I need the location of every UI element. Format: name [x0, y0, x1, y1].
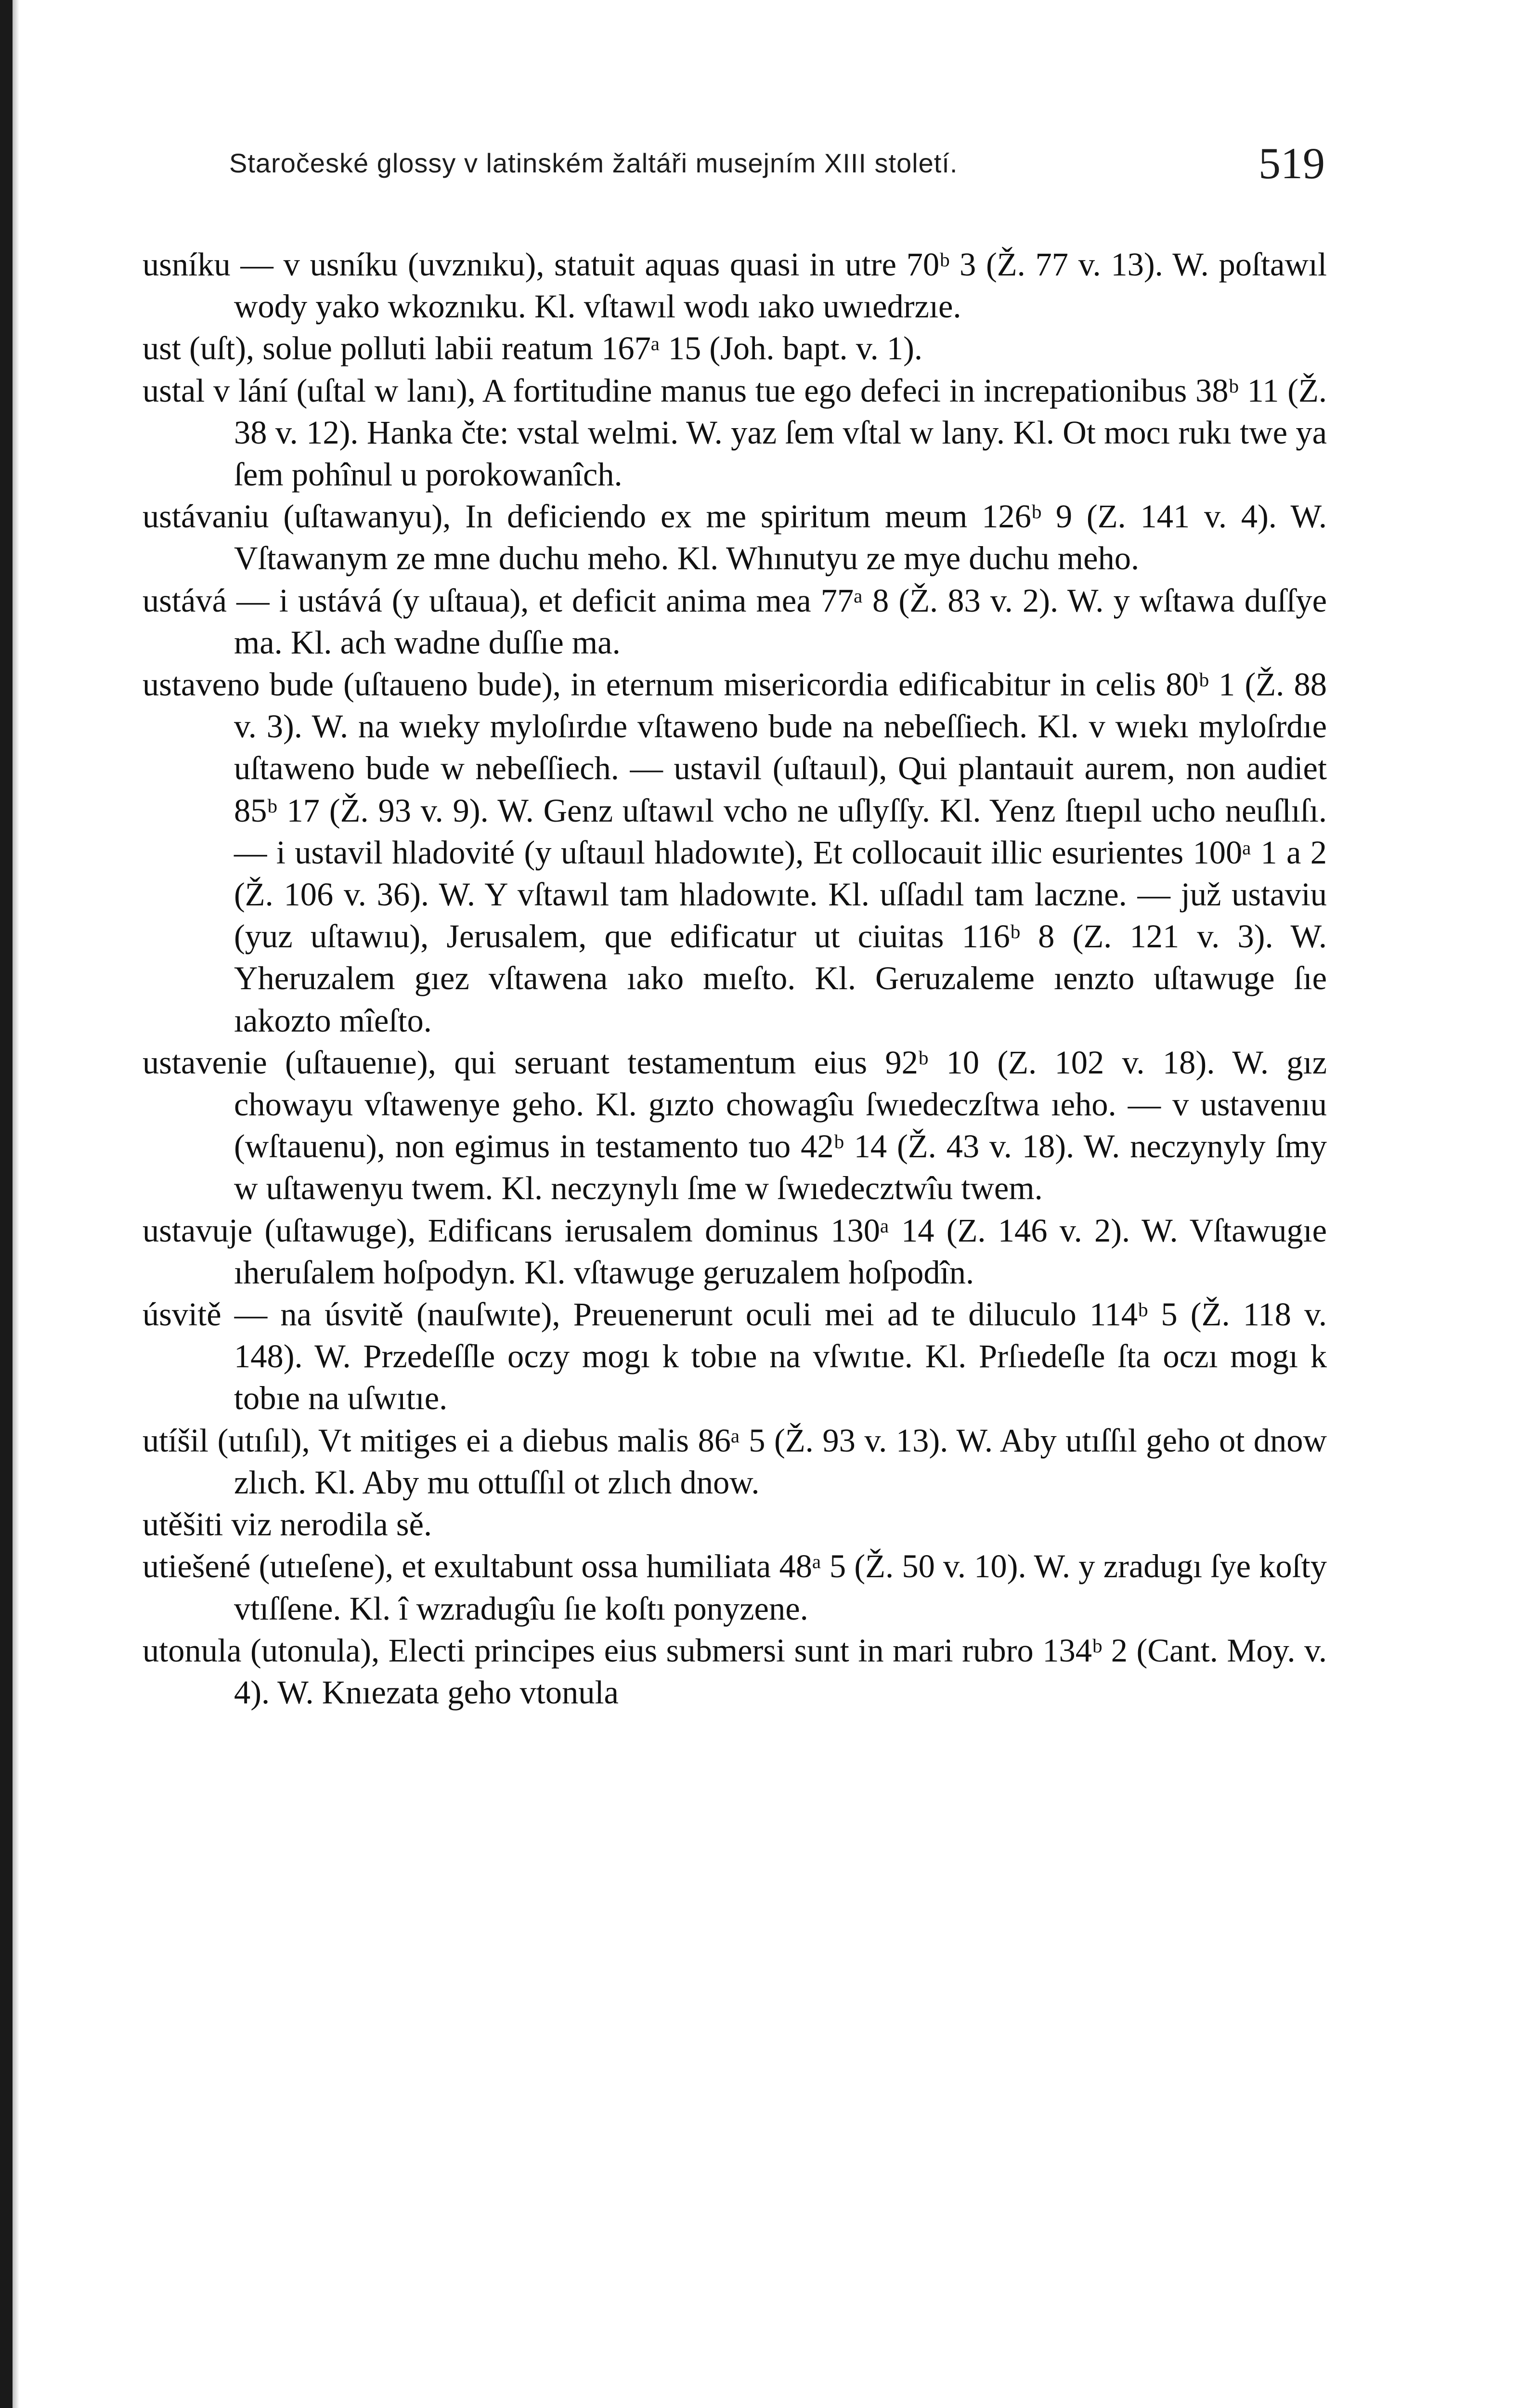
entry-ust: ust (uſt), solue polluti labii reatum 167ᵃ 15 (Joh. bapt. v. 1). — [143, 330, 923, 367]
entry-ustaveno-bude: ustaveno bude (uſtaueno bude), in eternum misericordia edificabitur in celis 80ᵇ 1 (Ž. 88 v. 3). W. na wıeky myloſırdıe vſtaweno bude na nebeſſiech. Kl. v wıekı myloſrdıe uſtaweno bude w nebeſſiech. — ustavil (uſtauıl), Qui plantauit aurem, non audiet 85ᵇ 17 (Ž. 93 v. 9). W. Genz uſtawıl vcho ne uſlyſſy. Kl. Yenz ſtıepıl ucho neuſlıſı. — i ustavil hladovité (y uſtauıl hladowıte), Et collocauit illic esurientes 100ᵃ 1 a 2 (Ž. 106 v. 36). W. Y vſtawıl tam hladowıte. Kl. uſſadıl tam laczne. — juž ustaviu (yuz uſtawıu), Jerusalem, que edificatur ut ciuitas 116ᵇ 8 (Z. 121 v. 3). W. Yheruzalem gıez vſtawena ıako mıeſto. Kl. Geruzaleme ıenzto uſtawuge ſıe ıakozto mîeſto. — [143, 666, 1327, 1039]
entry-usniku: usníku — v usníku (uvznıku), statuit aquas quasi in utre 70ᵇ 3 (Ž. 77 v. 13). W. poſtawıl wody yako wkoznıku. Kl. vſtawıl wodı ıako uwıedrzıe. — [143, 246, 1327, 325]
running-title: Staročeské glossy v latinském žaltáři musejním XIII století. — [229, 148, 958, 178]
entry-ustavuje: ustavuje (uſtawuge), Edificans ierusalem dominus 130ᵃ 14 (Z. 146 v. 2). W. Vſtawugıe ıheruſalem hoſpodyn. Kl. vſtawuge geruzalem hoſpodîn. — [143, 1212, 1327, 1291]
entry-ustava: ustává — i ustává (y uſtaua), et deficit anima mea 77ᵃ 8 (Ž. 83 v. 2). W. y wſtawa duſſye ma. Kl. ach wadne duſſıe ma. — [143, 582, 1327, 661]
page-header — [229, 138, 1325, 200]
glossary-entries — [143, 244, 1327, 1714]
entry-ustavaniu: ustávaniu (uſtawanyu), In deficiendo ex me spiritum meum 126ᵇ 9 (Z. 141 v. 4). W. Vſtawanym ze mne duchu meho. Kl. Whınutyu ze mye duchu meho. — [143, 498, 1327, 577]
page-number: 519 — [1259, 139, 1325, 188]
entry-utesiti: utěšiti viz nerodila sě. — [143, 1506, 432, 1543]
page-edge-shadow — [13, 0, 19, 2408]
entry-utonula: utonula (utonula), Electi principes eius submersi sunt in mari rubro 134ᵇ 2 (Cant. Moy. v. 4). W. Knıezata geho vtonula — [143, 1632, 1327, 1711]
entry-utiesene: utiešené (utıeſene), et exultabunt ossa humiliata 48ᵃ 5 (Ž. 50 v. 10). W. y zradugı ſye koſty vtıſſene. Kl. î wzradugîu ſıe koſtı ponyzene. — [143, 1548, 1327, 1627]
entry-ustal-v-lani: ustal v lání (uſtal w lanı), A fortitudine manus tue ego defeci in increpationibus 38ᵇ 11 (Ž. 38 v. 12). Hanka čte: vstal welmi. W. yaz ſem vſtal w lany. Kl. Ot mocı rukı twe ya ſem pohînul u porokowanîch. — [143, 372, 1327, 493]
page-binding-edge — [0, 0, 13, 2408]
entry-utisil: utíšil (utıſıl), Vt mitiges ei a diebus malis 86ᵃ 5 (Ž. 93 v. 13). W. Aby utıſſıl geho ot dnow zlıch. Kl. Aby mu ottuſſıl ot zlıch dnow. — [143, 1422, 1327, 1501]
entry-usvite: úsvitě — na úsvitě (nauſwıte), Preuenerunt oculi mei ad te diluculo 114ᵇ 5 (Ž. 118 v. 148). W. Przedeſſle oczy mogı k tobıe na vſwıtıe. Kl. Prſıedeſle ſta oczı mogı k tobıe na uſwıtıe. — [143, 1296, 1327, 1417]
entry-ustavenie: ustavenie (uſtauenıe), qui seruant testamentum eius 92ᵇ 10 (Z. 102 v. 18). W. gız chowayu vſtawenye geho. Kl. gızto chowagîu ſwıedeczſtwa ıeho. — v ustavenıu (wſtauenu), non egimus in testamento tuo 42ᵇ 14 (Ž. 43 v. 18). W. neczynyly ſmy w uſtawenyu twem. Kl. neczynylı ſme w ſwıedecztwîu twem. — [143, 1044, 1327, 1207]
